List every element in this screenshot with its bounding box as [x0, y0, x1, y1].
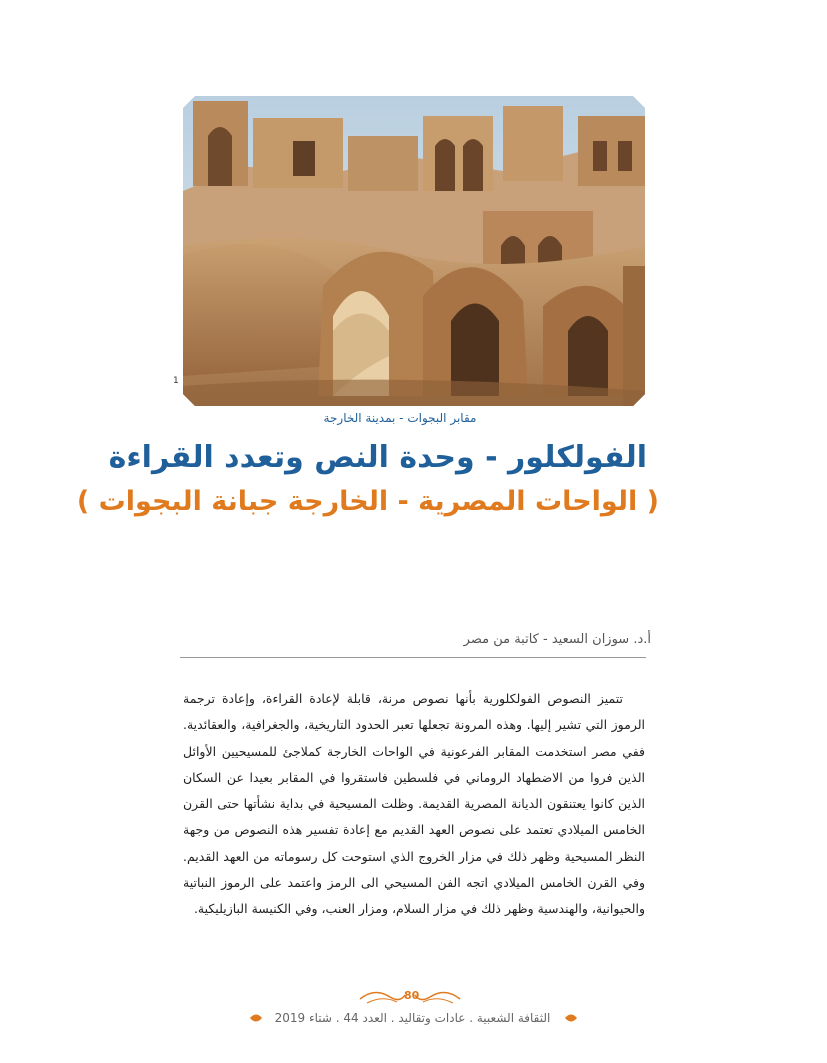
leaf-ornament-icon: [249, 1011, 263, 1025]
article-title: الفولكلور - وحدة النص وتعدد القراءة: [108, 440, 647, 475]
body-paragraph: تتميز النصوص الفولكلورية بأنها نصوص مرنة، قابلة لإعادة القراءة، وإعادة ترجمة الرموز التي تشير إليها. وهذه المرونة تجعلها تعبر الحدود التاريخية، والجغرافية، والعقائدية. ففي مصر استخدمت المقابر الفرعونية في الواحات الخارجة كملاجئ للمسيحيين الأوائل الذين فروا من الاضطهاد الروماني في فلسطين فاستقروا في المقابر بعيدا عن السكان الذين كانوا يعتنقون الديانة المصرية القديمة. وظلت المسيحية في بداية نشأتها حتى القرن الخامس الميلادي تعتمد على نصوص العهد القديم مع إعادة تفسير هذه النصوص من وجهة النظر المسيحية وظهر ذلك في مزار الخروج الذي استوحت كل رسوماته من العهد القديم. وفي القرن الخامس الميلادي اتجه الفن المسيحي الى الرمز واعتمد على الرموز النباتية والحيوانية، والهندسية وظهر ذلك في مزار السلام، ومزار العنب، وفي الكنيسة البازيليكية.: [183, 691, 645, 917]
photo-number: 1: [173, 376, 179, 386]
divider: [180, 657, 646, 658]
article-subtitle: ( الواحات المصرية - الخارجة جبانة البجوات ): [76, 486, 659, 517]
footer-publication: الثقافة الشعبية . عادات وتقاليد . العدد 44 . شتاء 2019: [274, 1011, 551, 1025]
article-body: [183, 686, 645, 923]
mud-brick-tombs-image: [183, 96, 645, 406]
author-byline: أ.د. سوزان السعيد - كاتبة من مصر: [463, 632, 651, 647]
page-number: 80: [404, 989, 420, 1002]
article-photo: [183, 96, 645, 406]
photo-caption: مقابر البجوات - بمدينة الخارجة: [323, 411, 477, 425]
